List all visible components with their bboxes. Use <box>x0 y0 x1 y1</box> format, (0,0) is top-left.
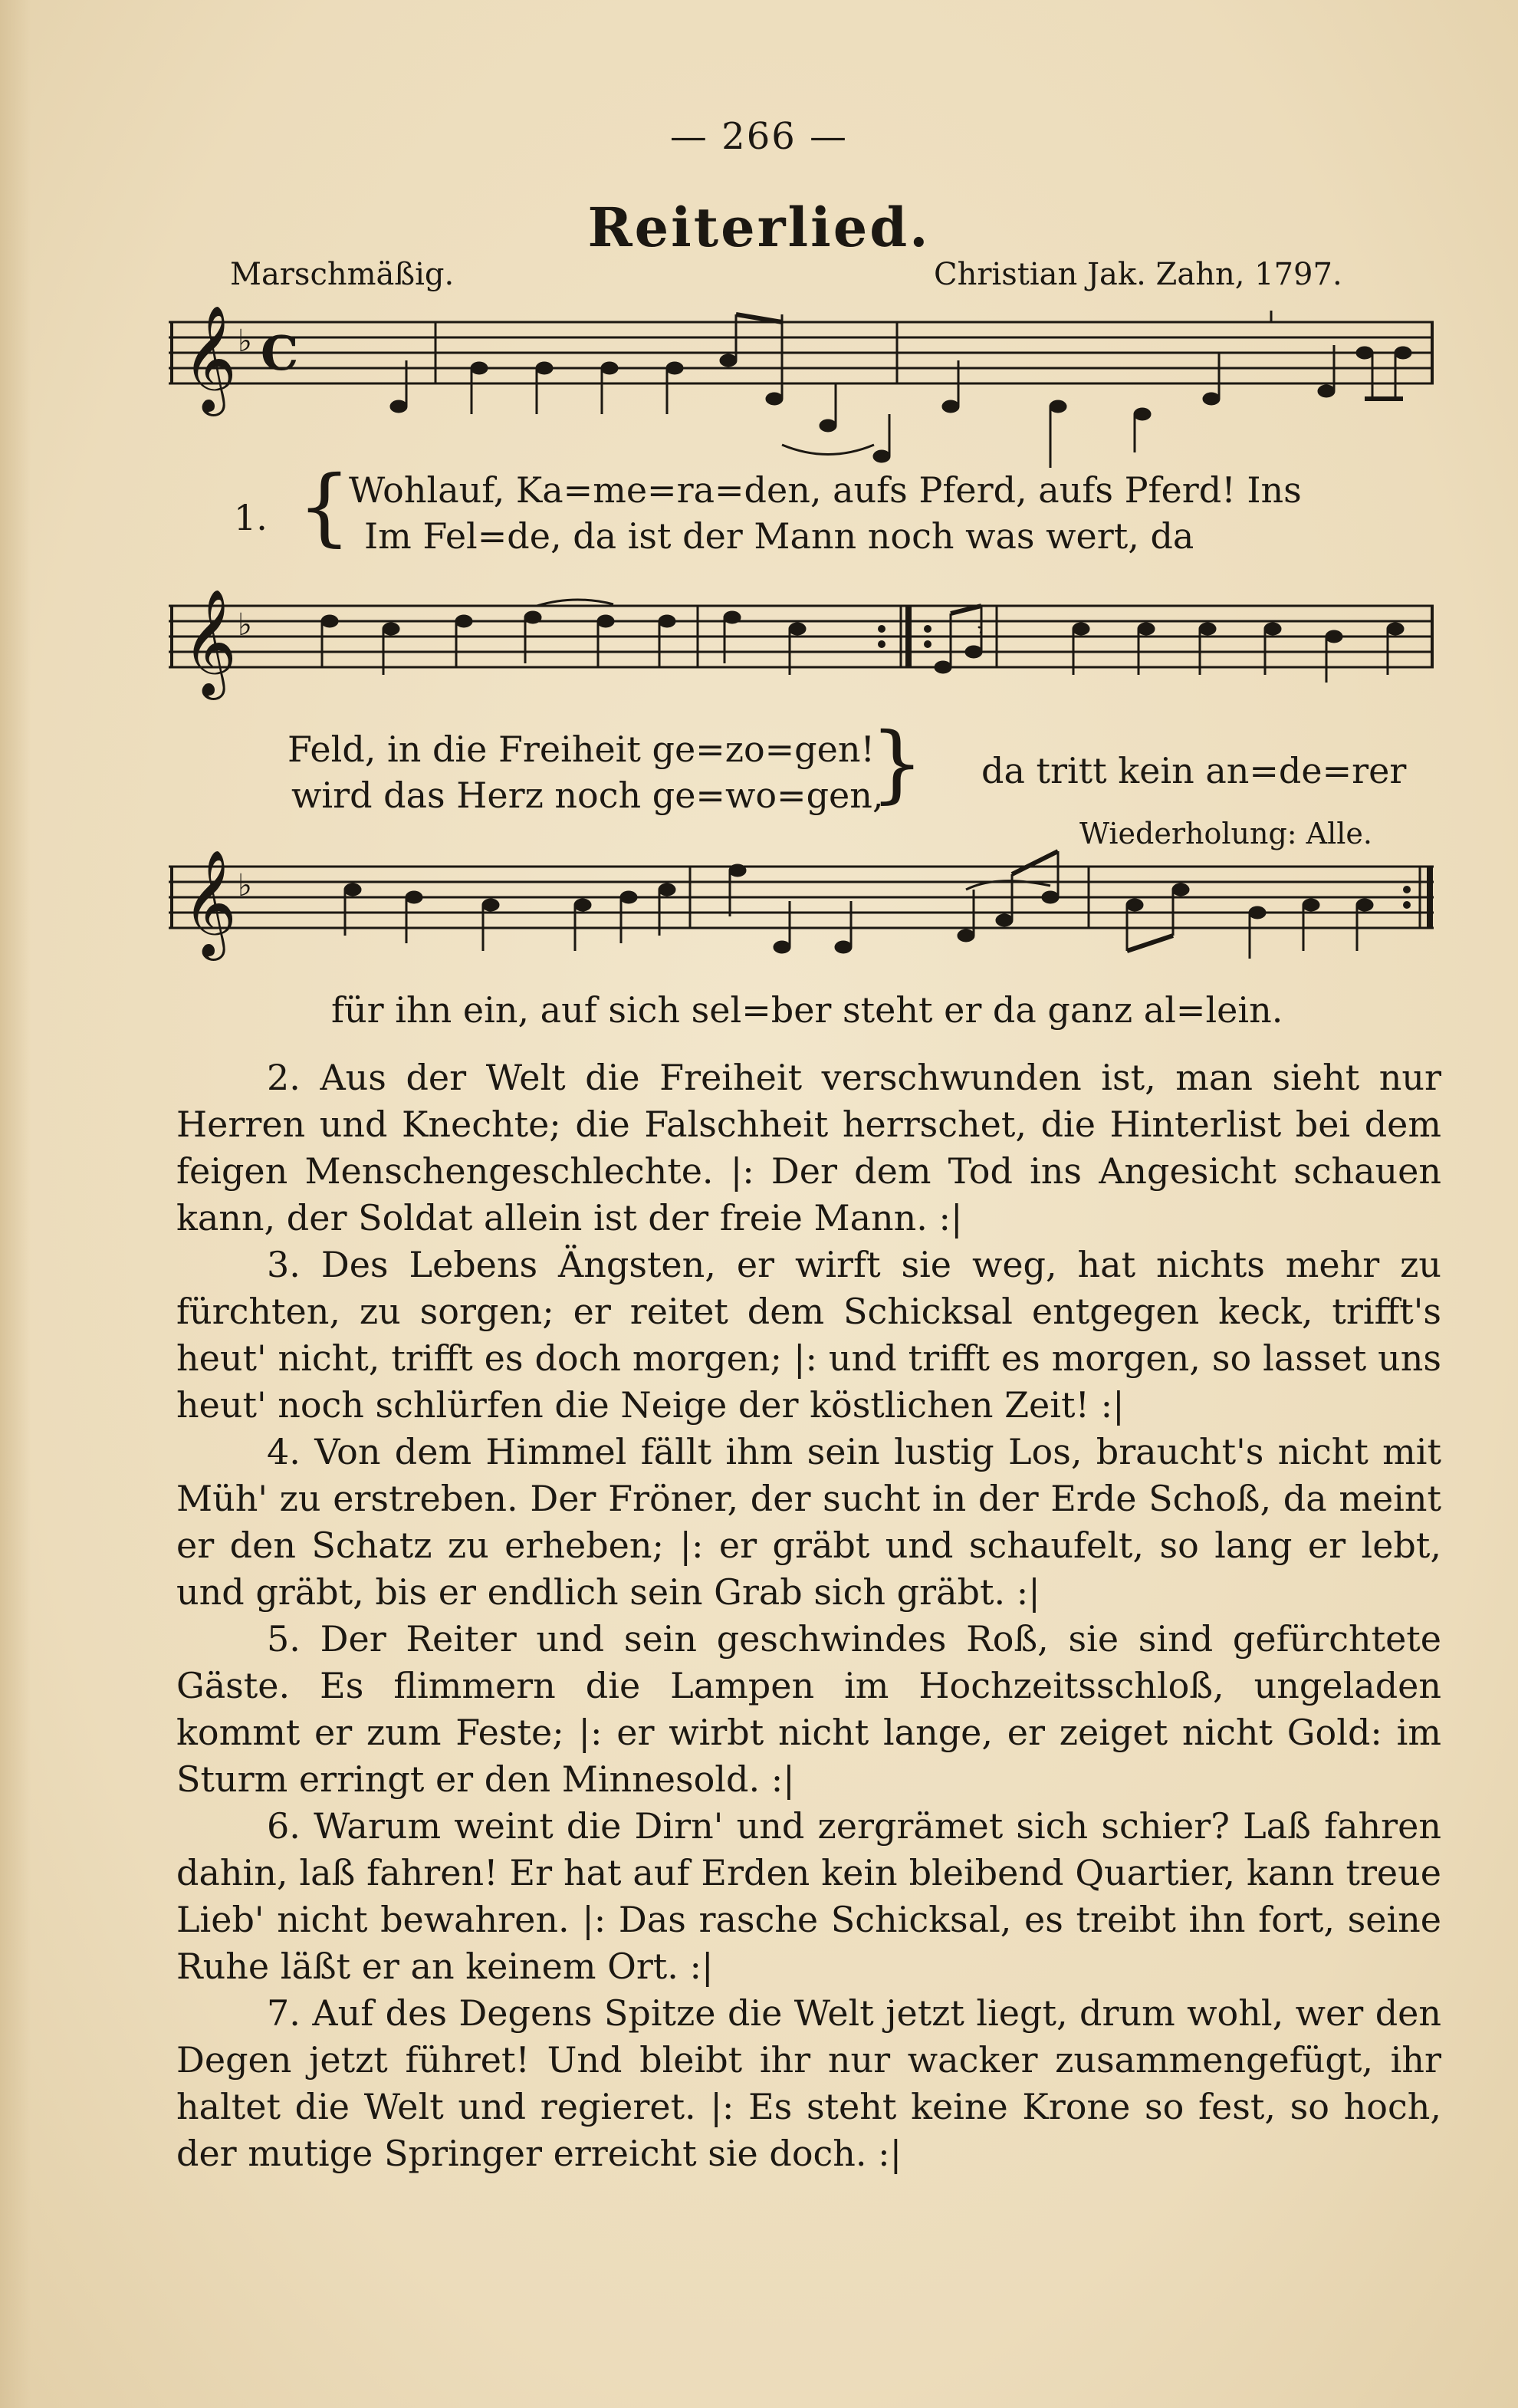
note <box>1357 900 1372 910</box>
svg-text:𝄾: 𝄾 <box>978 619 983 642</box>
note <box>767 393 782 404</box>
note <box>790 623 805 634</box>
note <box>1127 900 1142 910</box>
note <box>525 612 540 623</box>
stanza-block <box>176 1054 1441 2177</box>
lyric-line: Feld, in die Freiheit ge=zo=gen! <box>288 729 875 770</box>
music-staff-2 <box>169 583 1441 736</box>
note <box>456 616 472 627</box>
stanza: 2. Aus der Welt die Freiheit verschwunden ist, man sieht nur Herren und Knechte; die Falschheit herrschet, die Hinterlist bei dem feigen Menschengeschlechte. |: Der dem Tod ins Angesicht schauen kann, der Soldat allein ist der freie Mann. :| <box>176 1057 1441 1239</box>
note <box>1138 623 1154 634</box>
note <box>1395 347 1411 358</box>
flat-sign-icon: ♭ <box>238 607 252 643</box>
lyric-line: wird das Herz noch ge=wo=gen, <box>291 775 884 816</box>
flat-sign-icon: ♭ <box>238 868 252 903</box>
note <box>1204 393 1219 404</box>
common-time-icon: C <box>261 325 299 381</box>
song-title: Reiterlied. <box>587 196 931 259</box>
treble-clef-icon: 𝄞 <box>182 589 237 696</box>
note <box>836 942 851 952</box>
note <box>874 451 889 462</box>
note <box>659 616 675 627</box>
note <box>472 363 487 373</box>
stanza: 3. Des Lebens Ängsten, er wirft sie weg, hat nichts mehr zu fürchten, zu sorgen; er reitet dem Schicksal entgegen keck, trifft's heut' nicht, trifft es doch morgen; |: und trifft es morgen, so lasset uns heut' noch schlürfen die Neige der köstlichen Zeit! :| <box>176 1244 1441 1426</box>
page-edge-shadow <box>0 0 31 2408</box>
note <box>935 662 951 673</box>
note <box>1319 386 1334 396</box>
note <box>1073 623 1089 634</box>
note <box>721 355 736 366</box>
lyric-brace: { <box>870 714 924 812</box>
note <box>1043 892 1058 903</box>
treble-clef-icon: 𝄞 <box>182 850 237 956</box>
note <box>322 616 337 627</box>
note <box>1200 623 1215 634</box>
note <box>997 915 1012 926</box>
note <box>958 930 974 941</box>
composer-credit: Christian Jak. Zahn, 1797. <box>934 257 1342 292</box>
note <box>1250 907 1265 918</box>
stanza: 4. Von dem Himmel fällt ihm sein lustig Los, braucht's nicht mit Müh' zu erstreben. Der Fröner, der sucht in der Erde Schoß, da meint er den Schatz zu erheben; |: er gräbt und schaufelt, so lang er lebt, und gräbt, bis er endlich sein Grab sich gräbt. :| <box>176 1431 1441 1613</box>
note <box>667 363 682 373</box>
note <box>1326 631 1342 642</box>
note <box>621 892 636 903</box>
note <box>537 363 552 373</box>
lyric-line: Im Fel=de, da ist der Mann noch was wert, da <box>364 515 1194 557</box>
note <box>966 646 981 657</box>
lyric-line: da tritt kein an=de=rer <box>981 750 1407 791</box>
note <box>659 884 675 895</box>
lyric-line: für ihn ein, auf sich sel=ber steht er da ganz al=lein. <box>331 989 1283 1031</box>
note <box>345 884 360 895</box>
note <box>406 892 422 903</box>
note <box>383 623 399 634</box>
note <box>483 900 498 910</box>
stanza: 7. Auf des Degens Spitze die Welt jetzt liegt, drum wohl, wer den Degen jetzt führet! Und bleibt ihr nur wacker zusammengefügt, ihr haltet die Welt und regieret. |: Es steht keine Krone so fest, so hoch, der mutige Springer erreicht sie doch. :| <box>176 1992 1441 2174</box>
note <box>1357 347 1372 358</box>
note <box>602 363 617 373</box>
music-staff-1 <box>169 299 1441 483</box>
note <box>391 401 406 412</box>
note <box>943 401 958 412</box>
treble-clef-icon: 𝄞 <box>182 305 237 412</box>
repeat-label: Wiederholung: Alle. <box>1079 817 1372 850</box>
tempo-marking: Marschmäßig. <box>230 257 455 292</box>
page-number: — 266 — <box>669 115 849 158</box>
note <box>820 420 836 431</box>
note <box>598 616 613 627</box>
verse-number: 1. <box>234 497 268 538</box>
lyric-brace: { <box>297 457 351 555</box>
note <box>724 612 740 623</box>
note <box>575 900 590 910</box>
note <box>1303 900 1319 910</box>
note <box>1050 401 1066 412</box>
lyric-line: Wohlauf, Ka=me=ra=den, aufs Pferd, aufs Pferd! Ins <box>349 469 1302 511</box>
note <box>1173 884 1188 895</box>
note <box>1265 623 1280 634</box>
stanza: 5. Der Reiter und sein geschwindes Roß, sie sind gefürchtete Gäste. Es flimmern die Lampen im Hochzeitsschloß, ungeladen kommt er zum Feste; |: er wirbt nicht lange, er zeiget nicht Gold: im Sturm erringt er den Minnesold. :| <box>176 1618 1441 1800</box>
note <box>774 942 790 952</box>
note <box>1388 623 1403 634</box>
stanza: 6. Warum weint die Dirn' und zergrämet sich schier? Laß fahren dahin, laß fahren! Er hat auf Erden kein bleibend Quartier, kann treue Lieb' nicht bewahren. |: Das rasche Schicksal, es treibt ihn fort, seine Ruhe läßt er an keinem Ort. :| <box>176 1805 1441 1987</box>
flat-sign-icon: ♭ <box>238 324 252 359</box>
note <box>730 865 745 876</box>
note <box>1135 409 1150 419</box>
music-staff-3 <box>169 844 1441 997</box>
